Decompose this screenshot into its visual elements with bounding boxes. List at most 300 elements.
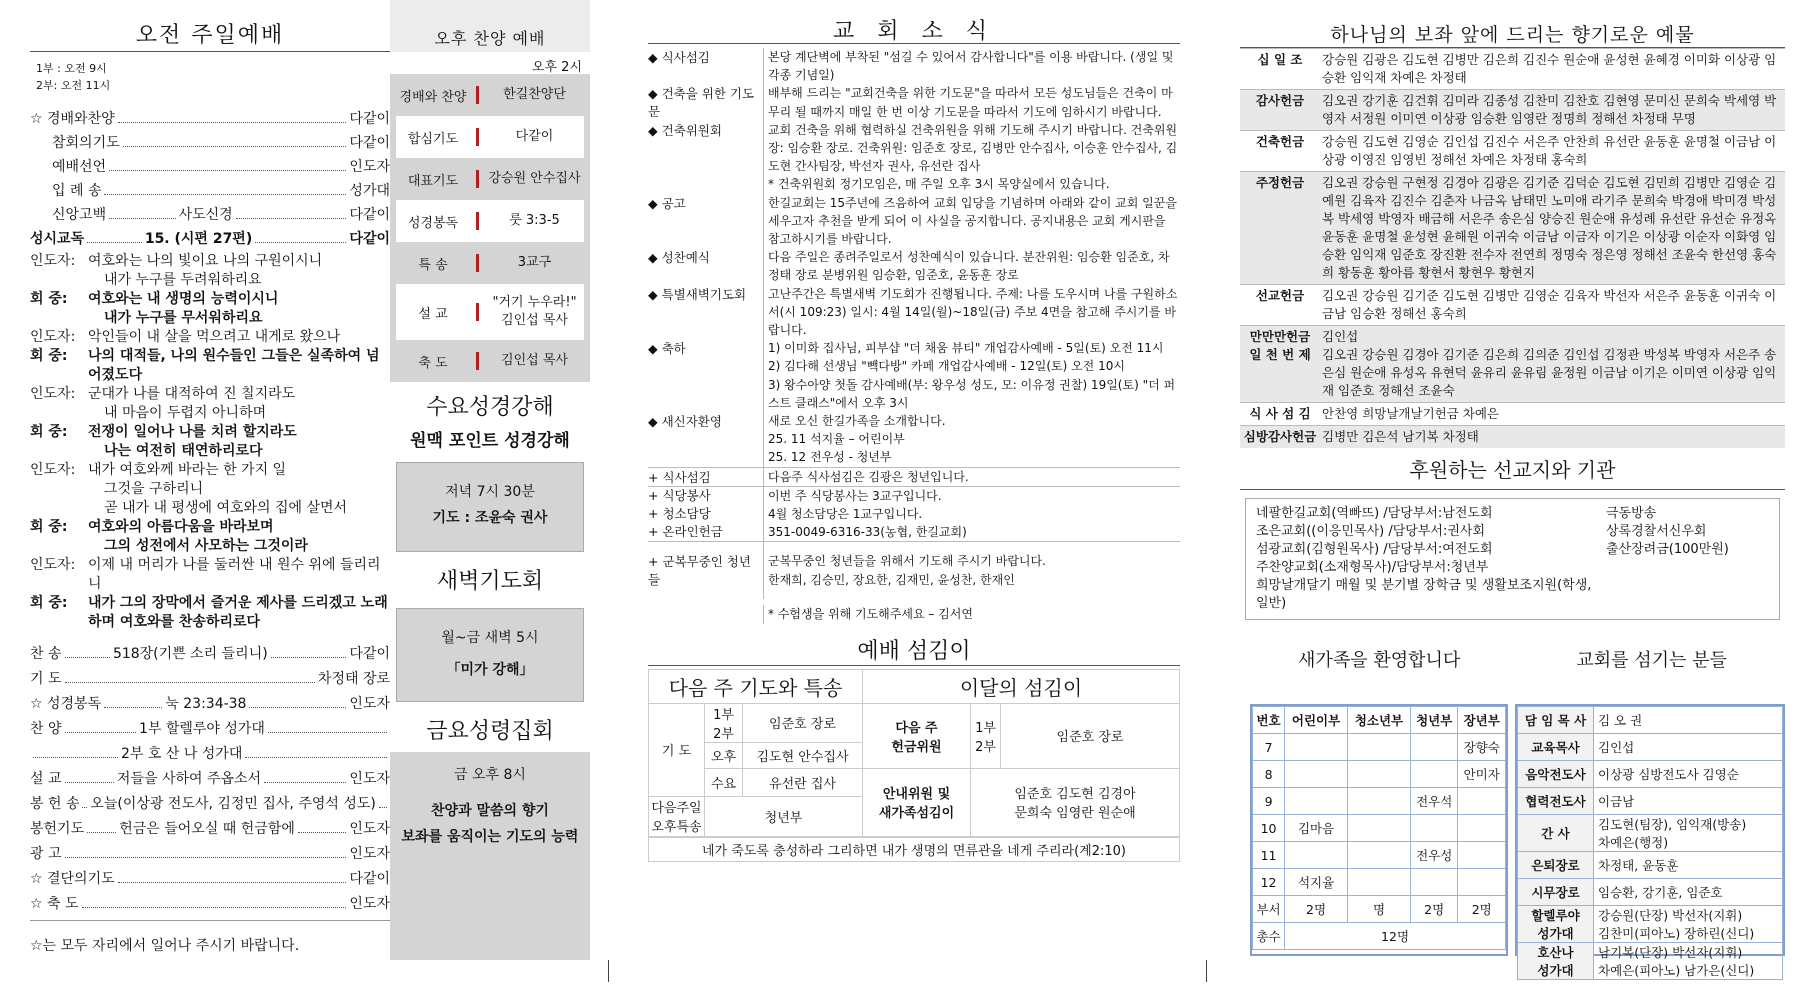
afternoon-time: 오후 2시: [390, 52, 590, 74]
order-item-label: 찬 송: [30, 646, 62, 662]
servant-names: 이금남: [1594, 788, 1783, 815]
reading-text: 전쟁이 일어나 나를 치려 할지라도: [88, 424, 297, 440]
afternoon-item-value: 한길찬양단: [503, 87, 566, 102]
afternoon-item-value: 강승원 안수집사: [488, 171, 581, 186]
order-item: [30, 713, 390, 738]
special-song-label: 다음주일 오후특송: [649, 796, 705, 836]
reading-text: 나는 여전히 태연하리로다: [104, 443, 263, 459]
servant-role: 시무장로: [1518, 879, 1594, 906]
speaker: [30, 404, 88, 423]
order-item-label: ☆ 성경봉독: [30, 696, 102, 712]
news-item-detail: 다음 주일은 종려주일로서 성찬예식이 있습니다. 분잔위원: 임승환 임준호, 차정태 장로 분병위원 임승환, 임준호, 윤동훈 장로: [763, 248, 1180, 284]
speaker: [30, 480, 88, 499]
reading-text: 이제 내 머리가 나를 둘러싼 내 원수 위에 들리리니: [88, 557, 381, 592]
dot-leader: [82, 907, 347, 908]
offering-type: 선교헌금: [1240, 285, 1320, 326]
red-bar: [476, 352, 479, 370]
offering-names: 강승원 김광은 김도현 김병만 김은희 김진수 원순애 윤성현 윤혜경 이미화 이상광 임승환 임익재 차예은 차정태: [1320, 49, 1785, 90]
speaker: 인도자:: [30, 386, 76, 402]
order-item-label: 봉 헌 송: [30, 796, 80, 812]
speaker: [30, 499, 88, 518]
dawn-prayer-time: 월~금 새벽 5시: [441, 630, 539, 646]
servants-box: [1515, 704, 1785, 978]
new-family-cell: [1348, 761, 1411, 788]
news-item-detail: 이번 주 식당봉사는 3교구입니다. 4월 청소담당은 1교구입니다. 351-0049-6316-33(농협, 한길교회): [763, 487, 1180, 542]
servant-role: 담 임 목 사: [1518, 707, 1594, 734]
new-family-cell: 11: [1253, 842, 1285, 869]
order-item: [30, 176, 390, 200]
afternoon-item-label: 경배와 찬양: [399, 89, 467, 105]
news-item-label: + 식사섬김: [648, 469, 711, 485]
friday-theme-2: 보좌를 움직이는 기도의 능력: [401, 829, 579, 845]
new-family-cell: [1348, 842, 1411, 869]
reading-text: 나의 대적들, 나의 원수들인 그들은 실족하여 넘어졌도다: [88, 348, 380, 383]
time-second-service: 2부: 오전 11시: [36, 79, 111, 92]
prayer-name-1: 임준호 장로: [743, 703, 863, 742]
order-of-worship-1: [30, 104, 390, 248]
new-family-cell: 8: [1253, 761, 1285, 788]
order-item: [30, 152, 390, 176]
wednesday-box: [396, 462, 584, 552]
news-item-label: ◆ 새신자환영: [648, 414, 722, 430]
new-family-cell: [1410, 815, 1458, 842]
offering-type: 식 사 섬 김: [1240, 403, 1320, 426]
offering-names: 김오권 강승원 김기준 김도현 김병만 김영순 김육자 박선자 서은주 윤동훈 이귀숙 이금남 임승환 정해선 홍숙희: [1320, 285, 1785, 326]
mission-item: [1256, 577, 1769, 613]
speaker: 인도자:: [30, 329, 76, 345]
order-item-detail: 2부 호 산 나 성가대: [120, 746, 243, 762]
new-family-header: 청소년부: [1348, 707, 1411, 734]
servant-row: [1518, 943, 1783, 980]
responsive-line: [30, 309, 390, 328]
order-item: [30, 224, 390, 248]
servant-row: [1518, 852, 1783, 879]
responsive-line: [30, 518, 390, 537]
dot-leader: [271, 657, 347, 658]
offering-names: 김인섭 김오권 강승원 김경아 김기준 김은희 김의준 김인섭 김정관 박성복 박영자 서은주 송은심 원순애 유성옥 유현덕 윤유리 윤유림 윤정원 이금남 이기은 이미연 이상광 임익재 임준호 정해선 조윤숙: [1320, 326, 1785, 403]
news-item-detail: 본당 계단벽에 부착된 "섬길 수 있어서 감사합니다"를 이용 바랍니다. (생일 및 각종 기념일): [763, 48, 1180, 84]
dot-leader: [87, 242, 142, 243]
offering-names: 강승원 김도현 김영순 김인섭 김진수 서은주 안찬희 유선란 윤동훈 윤명철 이금남 이상광 이영진 임영빈 정해선 차예은 차정태 홍숙희: [1320, 131, 1785, 172]
afternoon-item-label: 성경봉독: [407, 215, 459, 231]
offering-committee-label: 다음 주 헌금위원: [863, 703, 971, 768]
offering-type: 심방감사헌금: [1240, 426, 1320, 449]
order-item: [30, 888, 390, 913]
new-family-cell: 김마음: [1285, 815, 1348, 842]
mission-extra: 출산장려금(100만원): [1606, 542, 1729, 557]
responsive-line: [30, 347, 390, 385]
responsive-line: [30, 537, 390, 556]
afternoon-order-item: [396, 340, 584, 382]
new-family-row: [1253, 761, 1506, 788]
dot-leader: [255, 242, 346, 243]
servant-names: 김 오 권: [1594, 707, 1783, 734]
servant-names: 강승원(단장) 박선자(지휘) 김찬미(피아노) 장하린(신디): [1594, 906, 1783, 943]
mission-extra: 상록경찰서신우회: [1606, 524, 1707, 539]
missions-title: 후원하는 선교지와 기관: [1240, 448, 1785, 490]
dot-leader: [65, 657, 110, 658]
mission-name: 조은교회((이응민목사) /담당부서:권사회: [1256, 524, 1486, 539]
afternoon-title: 오후 찬양 예배: [390, 0, 590, 52]
offering-row: [1240, 285, 1785, 326]
order-item: [30, 838, 390, 863]
offering-parts: 1부 2부: [971, 703, 1001, 768]
responsive-line: [30, 328, 390, 347]
new-family-cell: [1410, 869, 1458, 896]
news-item: [648, 84, 1180, 120]
order-item-label: 찬 양: [30, 721, 62, 737]
order-item-label: 입 례 송: [52, 183, 102, 199]
next-week-title: 다음 주 기도와 특송: [649, 669, 863, 703]
new-family-cell: 2명: [1285, 896, 1348, 923]
speaker: 인도자:: [30, 462, 76, 478]
dot-leader: [118, 882, 347, 883]
new-family-row: [1253, 896, 1506, 923]
red-bar: [476, 303, 479, 321]
order-item-label: 신앙고백: [52, 207, 107, 223]
new-family-cell: 전우성: [1410, 842, 1458, 869]
afternoon-item-value: 다같이: [515, 129, 554, 144]
speaker: 인도자:: [30, 557, 76, 573]
news-item-detail: 군복무중인 청년들을 위해서 기도해 주시기 바랍니다. 한재희, 김승민, 장요한, 김재민, 윤성찬, 한재인: [763, 542, 1180, 599]
servant-row: [1518, 879, 1783, 906]
red-bar: [476, 128, 479, 146]
offering-row: [1240, 426, 1785, 449]
responsive-line: [30, 461, 390, 480]
order-item-detail: 오늘(이상광 전도사, 김정민 집사, 주영석 성도): [90, 796, 376, 812]
news-item-label: ◆ 공고: [648, 195, 686, 211]
new-family-row: [1253, 842, 1506, 869]
servant-role: 교육목사: [1518, 734, 1594, 761]
morning-worship-column: [30, 0, 390, 960]
order-item: [30, 763, 390, 788]
red-bar: [476, 212, 479, 230]
new-family-cell: [1458, 788, 1506, 815]
news-item-detail: 새로 오신 한길가족을 소개합니다. 25. 11 석지율 – 어린이부 25. 12 전우성 - 청년부: [763, 412, 1180, 467]
new-family-total-row: [1253, 923, 1506, 950]
servants-table: [1517, 706, 1783, 980]
responsive-line: [30, 594, 390, 632]
dot-leader: [298, 832, 347, 833]
dot-leader: [379, 807, 387, 808]
dot-leader: [118, 122, 347, 123]
responsive-line: [30, 480, 390, 499]
new-family-cell: 2명: [1458, 896, 1506, 923]
order-item-detail: 눅 23:34-38: [165, 696, 247, 712]
offering-name: 임준호 장로: [1001, 703, 1180, 768]
order-item-leader: 성가대: [349, 183, 390, 199]
news-item-detail: 다음주 식사섬김은 김광은 청년입니다.: [763, 468, 1180, 486]
mission-item: [1256, 505, 1769, 523]
news-item-label: + 식당봉사 + 청소담당 + 온라인헌금: [648, 487, 723, 539]
afternoon-item-label: 합심기도: [407, 131, 459, 147]
news-item: [648, 121, 1180, 194]
speaker: 인도자:: [30, 253, 76, 269]
new-family-cell: 안미자: [1458, 761, 1506, 788]
new-family-cell: 10: [1253, 815, 1285, 842]
mission-extra: 극동방송: [1606, 506, 1657, 521]
dot-leader: [33, 757, 118, 758]
red-bar: [476, 170, 479, 188]
order-item: [30, 688, 390, 713]
mission-item: [1256, 559, 1769, 577]
responsive-line: [30, 290, 390, 309]
afternoon-order: [390, 74, 590, 382]
new-family-cell: [1285, 761, 1348, 788]
prayer-part-2: 오후: [705, 742, 743, 768]
offering-row: [1240, 403, 1785, 426]
order-item-leader: 인도자: [349, 846, 390, 862]
order-item-leader: 차정태 장로: [317, 671, 390, 687]
dot-leader: [104, 194, 346, 195]
order-of-worship-2: [30, 638, 390, 913]
new-family-cell: 전우석: [1410, 788, 1458, 815]
offering-row: [1240, 326, 1785, 403]
servant-row: [1518, 734, 1783, 761]
order-item-detail: 헌금은 들어오실 때 헌금함에: [119, 821, 295, 837]
offering-type: 감사헌금: [1240, 90, 1320, 131]
afternoon-item-value: 룻 3:3-5: [509, 213, 560, 228]
new-family-cell: [1348, 734, 1411, 761]
bottom-titles: [1240, 646, 1785, 672]
reading-text: 곧 내가 내 평생에 여호와의 집에 살면서: [104, 500, 348, 516]
new-family-cell: [1348, 869, 1411, 896]
mission-name: 희망날개달기 매월 및 분기별 장학금 및 생활보조지원(학생, 일반): [1256, 578, 1592, 611]
news-item: [648, 599, 1180, 623]
red-bar: [476, 254, 479, 272]
news-item: [648, 486, 1180, 542]
speaker: [30, 309, 88, 328]
prayer-name-3: 유선란 집사: [743, 768, 863, 796]
church-news-title: 교 회 소 식: [648, 0, 1180, 44]
news-item-detail: 교회 건축을 위해 협력하실 건축위원을 위해 기도해 주시기 바랍니다. 건축위원장: 임승환 장로. 건축위원: 임준호 장로, 김병만 안수집사, 이승훈 안수집사, 김도현 간사팀장, 박선자 권사, 유선란 집사 * 건축위원회 정기모임은, 매 주일 오후 3시 목양실에서 있습니다.: [763, 121, 1180, 194]
new-family-cell: 12: [1253, 869, 1285, 896]
news-item-detail: 배부해 드리는 "교회건축을 위한 기도문"을 따라서 모든 성도님들은 건축이 마무리 될 때까지 매일 한 번 이상 기도문을 따라서 기도에 임하시기 바랍니다.: [763, 84, 1180, 120]
afternoon-item-value: 김인섭 목사: [501, 353, 568, 368]
new-family-cell: [1410, 761, 1458, 788]
offering-type: 만만만헌금 일 천 번 제: [1240, 326, 1320, 403]
dot-leader: [268, 732, 387, 733]
new-family-title: 새가족을 환영합니다: [1298, 650, 1461, 671]
new-family-header: 청년부: [1410, 707, 1458, 734]
news-list: [648, 48, 1180, 624]
news-item-detail: 한길교회는 15주년에 즈음하여 교회 입당을 기념하며 아래와 같이 교회 일꾼을 세우고자 추천을 받게 되어 이 사실을 공지합니다. 공지내용은 교회 게시판을 참고하시기를 바랍니다.: [763, 194, 1180, 249]
offering-names: 김병만 김은석 남기복 차정태: [1320, 426, 1785, 449]
new-family-cell: [1458, 815, 1506, 842]
order-item-leader: 인도자: [349, 696, 390, 712]
order-item-label: 광 고: [30, 846, 62, 862]
servant-names: 김도현(팀장), 임익재(방송) 차예은(행정): [1594, 815, 1783, 852]
standing-note: ☆는 모두 자리에서 일어나 주시기 바랍니다.: [30, 920, 390, 960]
order-item-label: 기 도: [30, 671, 62, 687]
divider: [608, 960, 609, 982]
dawn-prayer-theme: 「미가 강해」: [446, 662, 534, 678]
afternoon-item-value: 3교구: [517, 255, 552, 270]
prayer-part-3: 수요: [705, 768, 743, 796]
new-family-cell: [1285, 734, 1348, 761]
news-item-label: ◆ 건축을 위한 기도문: [648, 86, 755, 120]
dot-leader: [245, 757, 387, 758]
wednesday-leader: 기도 : 조윤숙 권사: [432, 510, 548, 526]
offering-type: 주정헌금: [1240, 172, 1320, 285]
wednesday-subtitle: 원맥 포인트 성경강해: [390, 422, 590, 456]
offering-names: 김오권 강기훈 김건휘 김미라 김종성 김찬미 김찬호 김현영 문미신 문희숙 박세영 박영자 서정원 이미연 이상광 임승환 임영란 정명희 정해선 차정태 무명: [1320, 90, 1785, 131]
order-item: [30, 104, 390, 128]
mission-item: [1256, 541, 1769, 559]
reading-text: 여호와는 내 생명의 능력이시니: [88, 291, 279, 307]
mission-name: 섬광교회(김형원목사) /담당부서:여전도회: [1256, 542, 1493, 557]
wednesday-title: 수요성경강해: [390, 382, 590, 422]
new-family-header: 번호: [1253, 707, 1285, 734]
speaker: 회 중:: [30, 595, 68, 611]
offerings-title: 하나님의 보좌 앞에 드리는 향기로운 예물: [1240, 0, 1785, 48]
order-item-leader: 다같이: [349, 646, 390, 662]
servant-row: [1518, 707, 1783, 734]
offering-row: [1240, 90, 1785, 131]
offerings-column: [1240, 0, 1785, 978]
order-item: [30, 738, 390, 763]
afternoon-item-value: "거기 누우라!" 김인섭 목사: [492, 295, 577, 328]
order-item: [30, 638, 390, 663]
responsive-line: [30, 252, 390, 271]
news-item-label: ◆ 식사섬김: [648, 50, 710, 65]
order-item: [30, 663, 390, 688]
friday-time: 금 오후 8시: [454, 767, 526, 783]
order-item-detail: 저들을 사하여 주옵소서: [116, 771, 262, 787]
order-item-detail: 518장(기쁜 소리 들리니): [112, 646, 268, 662]
responsive-line: [30, 271, 390, 290]
dawn-prayer-box: [396, 608, 584, 702]
dot-leader: [65, 682, 315, 683]
news-item: [648, 48, 1180, 84]
new-family-cell: 명: [1348, 896, 1411, 923]
news-item-label: ◆ 성찬예식: [648, 250, 710, 266]
afternoon-order-item: [396, 284, 584, 340]
order-item: [30, 863, 390, 888]
order-item-label: 성시교독: [30, 231, 85, 247]
order-item-leader: 인도자: [349, 159, 390, 175]
speaker: [30, 442, 88, 461]
church-news-column: [648, 0, 1180, 960]
responsive-line: [30, 385, 390, 404]
dot-leader: [236, 218, 347, 219]
speaker: 회 중:: [30, 348, 68, 364]
dot-leader: [87, 832, 116, 833]
mission-item: [1256, 523, 1769, 541]
new-family-cell: 7: [1253, 734, 1285, 761]
order-item-label: 설 교: [30, 771, 62, 787]
servant-role: 간 사: [1518, 815, 1594, 852]
offering-type: 십 일 조: [1240, 49, 1320, 90]
dot-leader: [109, 170, 346, 171]
reading-text: 여호와의 아름다움을 바라보며: [88, 519, 274, 535]
usher-label: 안내위원 및 새가족섬김이: [863, 768, 971, 836]
usher-names: 임준호 김도현 김경아 문희숙 임영란 원순애: [971, 768, 1180, 836]
responsive-line: [30, 404, 390, 423]
news-item-label: ◆ 특별새벽기도회: [648, 286, 747, 302]
order-item-label: 예배선언: [52, 159, 107, 175]
responsive-reading: [30, 252, 390, 632]
new-family-cell: [1458, 842, 1506, 869]
order-item: [30, 128, 390, 152]
servant-role: 협력전도사: [1518, 788, 1594, 815]
news-item: [648, 412, 1180, 467]
news-item-label: ◆ 축하: [648, 341, 686, 357]
afternoon-order-item: [396, 242, 584, 284]
new-family-cell: 석지율: [1285, 869, 1348, 896]
total-value: 12명: [1285, 923, 1506, 950]
prayer-label: 기 도: [649, 703, 705, 796]
order-item-leader: 다같이: [349, 207, 390, 223]
servant-row: [1518, 788, 1783, 815]
afternoon-item-label: 대표기도: [407, 173, 459, 189]
order-item: [30, 788, 390, 813]
prayer-part-1: 1부 2부: [705, 703, 743, 742]
new-family-cell: [1348, 788, 1411, 815]
news-item: [648, 467, 1180, 486]
missions-list: [1245, 498, 1780, 620]
news-item: [648, 541, 1180, 599]
reading-text: 내가 누구를 무서워하리요: [104, 310, 263, 326]
new-family-row: [1253, 815, 1506, 842]
reading-text: 악인들이 내 살을 먹으려고 내게로 왔으나: [88, 329, 341, 345]
order-item: [30, 200, 390, 224]
new-family-cell: [1410, 734, 1458, 761]
order-item-label: ☆ 결단의기도: [30, 871, 115, 887]
servant-names: 김인섭: [1594, 734, 1783, 761]
friday-title: 금요성령집회: [390, 708, 590, 752]
news-item: [648, 248, 1180, 284]
new-family-cell: 2명: [1410, 896, 1458, 923]
speaker: 회 중:: [30, 424, 68, 440]
servant-names: 차정태, 윤동훈: [1594, 852, 1783, 879]
new-family-cell: [1458, 869, 1506, 896]
reading-text: 내가 그의 장막에서 즐거운 제사를 드리겠고 노래하며 여호와를 찬송하리로다: [88, 595, 388, 630]
speaker: [30, 537, 88, 556]
afternoon-item-label: 특 송: [418, 257, 448, 273]
order-item-leader: 다같이: [349, 871, 390, 887]
offering-names: 안찬영 희망날개날기헌금 차예은: [1320, 403, 1785, 426]
morning-worship-title: 오전 주일예배: [30, 0, 390, 52]
mission-name: 주찬양교회(소재형목사)/담당부서:청년부: [1256, 560, 1489, 575]
responsive-line: [30, 442, 390, 461]
dot-leader: [104, 707, 162, 708]
reading-text: 내가 누구를 두려워하리요: [104, 272, 262, 288]
afternoon-item-label: 축 도: [418, 355, 448, 371]
new-family-cell: [1285, 788, 1348, 815]
servant-row: [1518, 906, 1783, 943]
servant-names: 이상광 심방전도사 김영순: [1594, 761, 1783, 788]
news-item: [648, 339, 1180, 412]
order-item-leader: 인도자: [349, 896, 390, 912]
afternoon-item-label: 설 교: [418, 306, 448, 322]
responsive-line: [30, 423, 390, 442]
new-family-row: [1253, 788, 1506, 815]
servant-role: 음악전도사: [1518, 761, 1594, 788]
servant-role: 호산나 성가대: [1518, 943, 1594, 980]
mission-name: 네팔한길교회(역빠뜨) /담당부서:남전도회: [1256, 506, 1493, 521]
new-family-cell: [1348, 815, 1411, 842]
order-item-leader: 다같이: [349, 111, 390, 127]
order-item-detail: 15. (시편 27편): [144, 231, 253, 247]
divider: [1206, 960, 1207, 982]
news-item-detail: 1) 이미화 집사님, 피부샵 "더 채움 뷰티" 개업감사예배 - 5일(토) 오전 11시 2) 김다해 선생님 "빽다방" 카페 개업감사예배 - 12일(토) 오전 10시 3) 왕수아양 첫돌 감사예배(부: 왕우성 성도, 모: 이유정 권찰) 19일(토) "더 퍼스트 클래스"에서 오후 3시: [763, 339, 1180, 412]
order-item-label: ☆ 축 도: [30, 896, 79, 912]
worship-times: [30, 60, 390, 94]
servant-names: 임승환, 강기훈, 임준호: [1594, 879, 1783, 906]
news-item-label: ◆ 건축위원회: [648, 122, 722, 138]
prayer-name-2: 김도현 안수집사: [743, 742, 863, 768]
